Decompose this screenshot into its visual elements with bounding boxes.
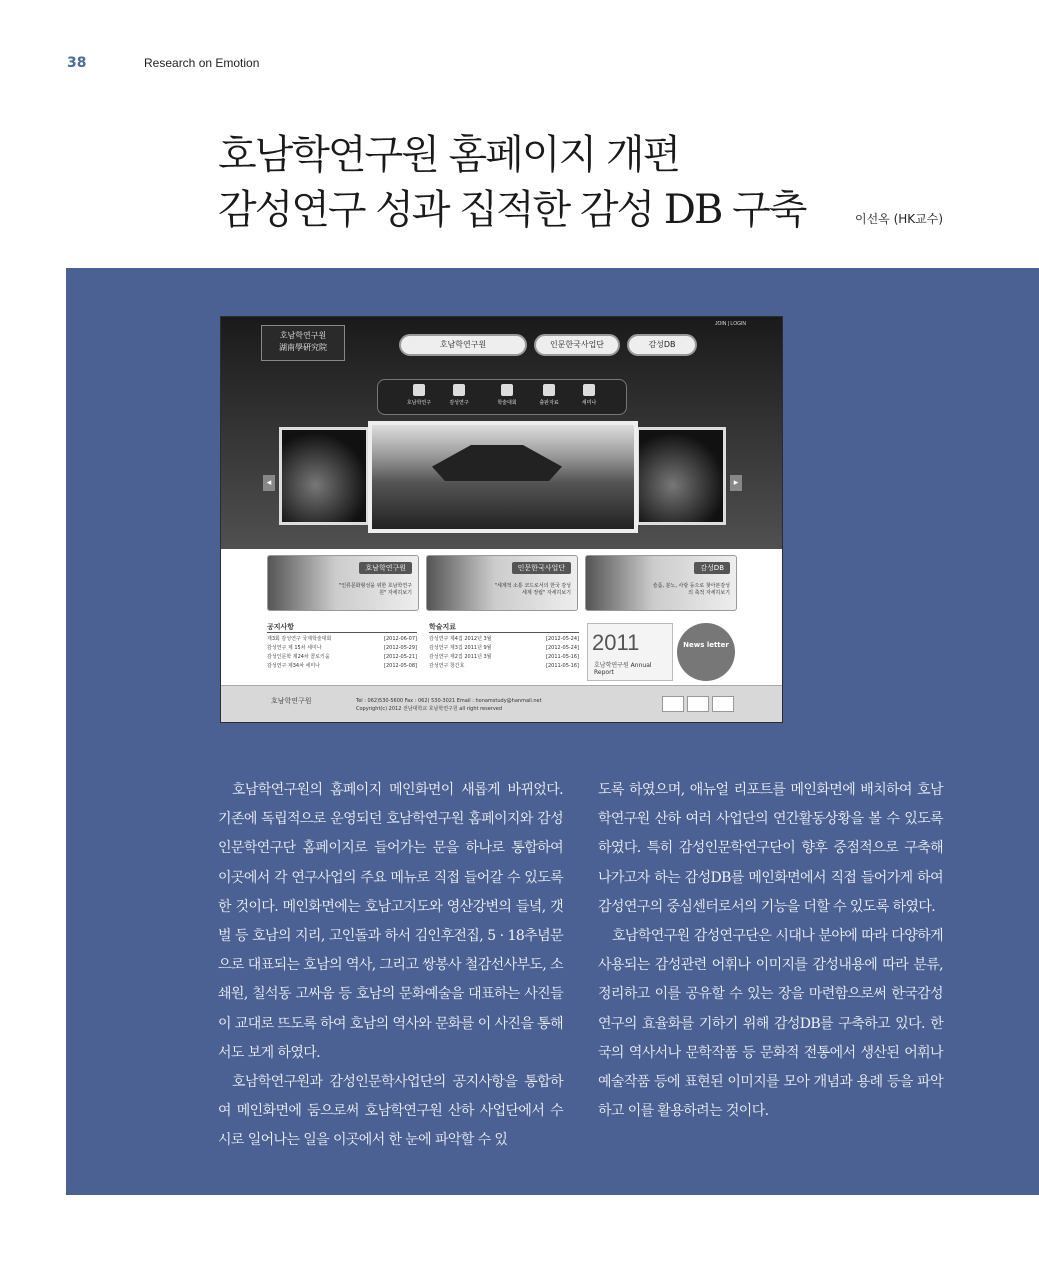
paragraph: 호남학연구원 감성연구단은 시대나 분야에 따라 다양하게 사용되는 감성관련 어휘나 이미지를 감성내용에 따라 분류, 정리하고 이를 공유할 수 있는 장을 마련함으로써 한국감성연구의 효율화를 기하기 위해 감성DB를 구축하고 있다. 한국의 역사서나 문학작품 등 문화적 전통에서 생산된 어휘나 예술작품 등에 표현된 이미지를 모아 개념과 용례 등을 파악하고 이를 활용하려는 것이다. bbox=[598, 928, 943, 1120]
card-db bbox=[585, 555, 737, 611]
footer-contact: Tel : 062)530-5600 Fax : 062) 530-3021 Email : honamstudy@hanmail.net bbox=[356, 698, 542, 704]
book-icon bbox=[413, 384, 425, 396]
title-line-2: 감성연구 성과 집적한 감성 DB 구축 bbox=[218, 187, 806, 233]
hero-area bbox=[221, 317, 783, 549]
author-byline: 이선옥 (HK교수) bbox=[855, 212, 944, 226]
page-number: 38 bbox=[67, 55, 87, 71]
list-item: 제3회 감성연구 국제학술대회 [2012-06-07] bbox=[267, 636, 417, 642]
card-tag: 인문한국사업단 bbox=[512, 562, 571, 574]
footer-badges bbox=[662, 696, 734, 712]
list-icon bbox=[583, 384, 595, 396]
card-tag: 호남학연구원 bbox=[359, 562, 412, 574]
body-column-left bbox=[218, 776, 563, 1156]
side-photo-left bbox=[279, 427, 369, 525]
nav-pill-hk: 인문한국사업단 bbox=[534, 334, 620, 356]
icon-menu bbox=[377, 379, 627, 415]
menu-item: 감성연구 bbox=[444, 384, 474, 406]
footer-logo: 호남학연구원 bbox=[271, 697, 312, 705]
body-column-right bbox=[598, 776, 943, 1126]
footer-text bbox=[356, 697, 542, 713]
logo-line-2: 湖南學硏究院 bbox=[279, 343, 327, 352]
menu-item: 학술대회 bbox=[492, 384, 522, 406]
running-title: Research on Emotion bbox=[144, 56, 260, 70]
site-footer bbox=[221, 685, 783, 723]
newsletter-badge: News letter bbox=[677, 623, 735, 681]
card-hk bbox=[426, 555, 578, 611]
list-item: 감성연구 제2집 2011년 3월 [2011-05-16] bbox=[429, 654, 579, 660]
next-arrow-icon: ▸ bbox=[730, 475, 742, 491]
card-sub: "인류문화형성을 위한 호남학연구원" 자세히보기 bbox=[338, 583, 412, 596]
article-title bbox=[218, 128, 858, 238]
card-sub: "세계적 소통 코드로서의 한국 감성 세계 정립" 자세히보기 bbox=[494, 583, 571, 596]
homepage-screenshot bbox=[220, 316, 783, 723]
login-links: JOIN | LOGIN bbox=[714, 321, 746, 327]
title-line-1: 호남학연구원 홈페이지 개편 bbox=[218, 132, 680, 178]
list-item: 감성연구 제4집 2012년 3월 [2012-05-24] bbox=[429, 636, 579, 642]
paragraph: 호남학연구원과 감성인문학사업단의 공지사항을 통합하여 메인화면에 둠으로써 호남학연구원 산하 사업단에서 수시로 일어나는 일을 이곳에서 한 눈에 파악할 수 있 bbox=[218, 1074, 563, 1149]
list-item: 감성연구 창간호 [2011-05-16] bbox=[429, 663, 579, 669]
menu-item: 호남학연구 bbox=[404, 384, 434, 406]
notice-list bbox=[267, 623, 417, 671]
card-tag: 감성DB bbox=[694, 562, 730, 574]
footer-copyright: Copyright(c) 2012 전남대학교 호남학연구원 all right reserved bbox=[356, 706, 503, 712]
nav-pill-honam: 호남학연구원 bbox=[399, 334, 527, 356]
card-sub: 슬픔, 분노, 사랑 등으로 찾아본감성의 축적 자세히보기 bbox=[652, 583, 730, 596]
list-item: 감성연구 제34차 세미나 [2012-05-08] bbox=[267, 663, 417, 669]
journal-list bbox=[429, 623, 579, 671]
menu-item: 세미나 bbox=[574, 384, 604, 406]
emblem-icon bbox=[712, 696, 734, 712]
site-logo bbox=[261, 325, 345, 361]
list-item: 감성인문학 제24차 콜로키움 [2012-05-21] bbox=[267, 654, 417, 660]
annual-caption: 호남학연구원 Annual Report bbox=[594, 662, 652, 676]
partner-logo-icon bbox=[662, 696, 684, 712]
paragraph: 도록 하였으며, 애뉴얼 리포트를 메인화면에 배치하여 호남학연구원 산하 여러 사업단의 연간활동상황을 볼 수 있도록 하였다. 특히 감성인문학연구단이 향후 중점적으로 구축해 나가고자 하는 감성DB를 메인화면에서 직접 들어가게 하여 감성연구의 중심센터로서의 기능을 더할 수 있도록 하였다. bbox=[598, 782, 943, 915]
journal-title: 학술지료 bbox=[429, 623, 579, 633]
nav-pill-db: 감성DB bbox=[627, 334, 697, 356]
archive-icon bbox=[453, 384, 465, 396]
pen-icon bbox=[501, 384, 513, 396]
logo-line-1: 호남학연구원 bbox=[279, 331, 327, 340]
nrf-logo-icon bbox=[687, 696, 709, 712]
annual-report-banner bbox=[587, 623, 673, 681]
menu-item: 출판자료 bbox=[534, 384, 564, 406]
side-photo-right bbox=[636, 427, 726, 525]
top-nav bbox=[399, 334, 699, 356]
main-photo-pavilion bbox=[368, 421, 638, 533]
card-honam bbox=[267, 555, 419, 611]
prev-arrow-icon: ◂ bbox=[263, 475, 275, 491]
paragraph: 호남학연구원의 홈페이지 메인화면이 새롭게 바뀌었다. 기존에 독립적으로 운영되던 호남학연구원 홈페이지와 감성인문학연구단 홈페이지로 들어가는 문을 하나로 통합하여 이곳에서 각 연구사업의 주요 메뉴로 직접 들어갈 수 있도록 한 것이다. 메인화면에는 호남고지도와 영산강변의 들녘, 갯벌 등 호남의 지리, 고인돌과 하서 김인후전집, 5 · 18추념문으로 대표되는 호남의 역사, 그리고 쌍봉사 철감선사부도, 소쇄원, 칠석동 고싸움 등 호남의 문화예술을 대표하는 사진들이 교대로 뜨도록 하여 호남의 역사와 문화를 이 사진을 통해서도 보게 하였다. bbox=[218, 782, 563, 1061]
list-item: 감성연구 제3집 2011년 9월 [2012-05-24] bbox=[429, 645, 579, 651]
list-item: 감성연구 제 15차 세미나 [2012-05-29] bbox=[267, 645, 417, 651]
annual-year: 2011 bbox=[592, 630, 640, 655]
notice-title: 공지사항 bbox=[267, 623, 417, 633]
pavilion-roof bbox=[432, 445, 562, 481]
people-icon bbox=[543, 384, 555, 396]
